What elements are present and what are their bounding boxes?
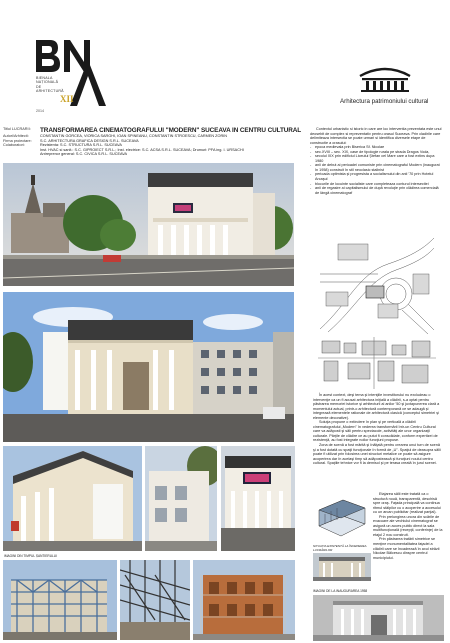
body-paragraph: Prin păstrarea tratării simetrice se menţine monumentalitatea faţadei a clădirii care se încadrează în axul străzii Nicolae Bălcescu dinspre centrul municipiului. (373, 537, 440, 560)
section-3d-drawing (313, 496, 371, 542)
section-title: Arhitectura patrimoniului cultural (340, 98, 429, 105)
logo-letter-b-icon (36, 40, 60, 72)
site-plan-detail (318, 234, 436, 334)
intro-text (310, 127, 442, 195)
photo-building-facade (3, 292, 294, 442)
photo-entrance-view (221, 446, 295, 551)
list-item: - secolul XIX prin edificiul Liceului Ştefan cel Mare care a fost extins dupa 1980 (310, 154, 442, 163)
photo-inauguration-1958 (313, 595, 444, 641)
project-info: Titlul LUCRARII: TRANSFORMAREA CINEMATOGRAFULUI "MODERN" SUCEAVA IN CENTRU CULTURAL Autori/Arhitecti: CONSTANTIN GORCEA, VIORICA SARGHI, IOAN SPINEANU, CONSTANTIN STROESCU, CARMEN ZORIN Firma proiectare: S.C. ARHITECTURA GRAFICA DESIGN S.R.L. SUCEAVA Colaboratori: Rezistenta: S.C. STRUCTURA S.R.L. SUCEAVA Inst. HVAC si sanit.: S.C. GIPROIECT S.R.L.; Inst. electrice: S.C. ACSA S.R.L. SUCEAVA; Drumuri: PFA ing. I. URSACHI Antreprenor general: S.C. CIVICA S.R.L. SUCEAVA (3, 127, 306, 157)
logo-year: 2014 (36, 109, 44, 113)
caption-existing: SITUAȚIA EXISTENTĂ LA ÎNCEPEREA LUCRĂRILOR (313, 544, 367, 552)
photo-construction-2 (120, 560, 190, 640)
body-paragraph: Soluţia propune o extindere în plan şi pe verticală a clădirii cinematografului „Modern" în vederea transformării într-un Centru Cultural care va adăposti şi săli pentru spectacole, activităţi ale unor organizaţii culturale. Părţile de clădire ce au putut fi consolidate, conform expertizei de rezistenţă, au fost integrate noilor funcţiuni propuse. (313, 420, 438, 443)
photo-street-view (3, 163, 294, 286)
list-item: - anii de regasire ai capitalismului de după revoluţie prin clădirea comercială de lângă cinematograf (310, 186, 442, 195)
photo-construction-3 (193, 560, 295, 640)
list-item: - blocurile de locuinte socialiste care completeaza conturul intersectiei (310, 182, 442, 187)
photo-rear-view (145, 446, 217, 551)
firm-row: Firma proiectare: S.C. ARHITECTURA GRAFICA DESIGN S.R.L. SUCEAVA (3, 138, 139, 143)
intro-paragraph: Contextul urbanistic si istoric in care are loc interventia prezentata este unul deosebit de complex si reprezentativ pentru orasul Suceava. Prin cladirile care delimiteaza intersectia se poate urmari si identifica diversele etape de constructie a orasului: (310, 127, 442, 145)
photo-construction-1 (3, 560, 117, 640)
list-item: - sec.XVIII – sec. XIX, case de tipologie rurala pe strada Dragos Voda, (310, 150, 442, 155)
title-row: Titlul LUCRARII: TRANSFORMAREA CINEMATOGRAFULUI "MODERN" SUCEAVA IN CENTRU CULTURAL (3, 127, 306, 134)
history-list (310, 145, 442, 195)
site-plan-context (318, 337, 436, 389)
list-item: - epoca medievala prin Biserica Sf. Nicolae (310, 145, 442, 150)
body-text-narrow (373, 492, 443, 560)
caption-construction: IMAGINI DIN TIMPUL ȘANTIERULUI (4, 554, 57, 558)
list-item: - anii de debut ai perioadei comuniste prin cinematograful Modern (inaugurat în 1958) construit în stil neoclasic stalinist (310, 163, 442, 172)
project-title: TRANSFORMAREA CINEMATOGRAFULUI "MODERN" SUCEAVA IN CENTRU CULTURAL (40, 127, 302, 134)
body-paragraph: În acest context, deşi tema şi intenţiile investitorului nu excludeau o intervenţie ca un fi acusat arhitectura iniţială a clădirii, s-a optat pentru păstrarea memoriei istorice şi arhitecturii al anilor '50 şi juxtapunerea clară a momentului actual, printr-o arhitectură contemporană ce se adaugă şi integrează elementele rationale de arhitectură clasică (conceptul simetriei şi elemente decorative). (313, 393, 440, 420)
body-paragraph: Prin prelungirea unora din scările de evacuare ale vechiului cinematograf se asigură un acces public direct la sala multifuncţională (recepţii, conferinţe) de la etajul 2 nou construit. (373, 514, 443, 537)
authors-row: Autori/Arhitecti: CONSTANTIN GORCEA, VIORICA SARGHI, IOAN SPINEANU, CONSTANTIN STROESCU, CARMEN ZORIN (3, 134, 227, 138)
body-paragraph: Zona de scenă a fost mărită şi înălţată pentru crearea unui turn de scenă şi a fost dotată cu spaţii funcţionale în formă de „U". Spaţiul de deasupra sălii poate fi utilizat prin folosirea unei structuri metalice ce poate să asigure acoperirea dar în acelaşi timp să adăpostească şi funcţiuni noului centru cultural. Spaţiile tehnice vor fi la demisol şi pe terasa creată în jurul scenei. (313, 443, 441, 466)
photo-side-view (3, 446, 142, 551)
heritage-building-icon (356, 66, 414, 92)
list-item: - perioada optimista şi progresista a socialismului din anii '70 prin Hotelul Arcaşul (310, 172, 442, 181)
body-paragraph: Etajarea sălii este tratată ca o structură nouă, transparentă, deschisă spre oraş. Faţada principală va continua ritmul stâlpilor cu o acoperire a accesului cu un arcan publicitar (realizat parţial). (373, 492, 441, 515)
photo-existing-state (313, 553, 371, 581)
collab-row: Colaboratori: Rezistenta: S.C. STRUCTURA S.R.L. SUCEAVA (3, 143, 122, 148)
logo-edition: XII (60, 94, 74, 104)
logo-caption: BIENALA NAȚIONALĂ DE ARHITECTURĂ (36, 76, 64, 94)
body-text (313, 393, 442, 466)
caption-inauguration: IMAGINI DE LA INAUGURAREA 1958 (313, 589, 368, 593)
